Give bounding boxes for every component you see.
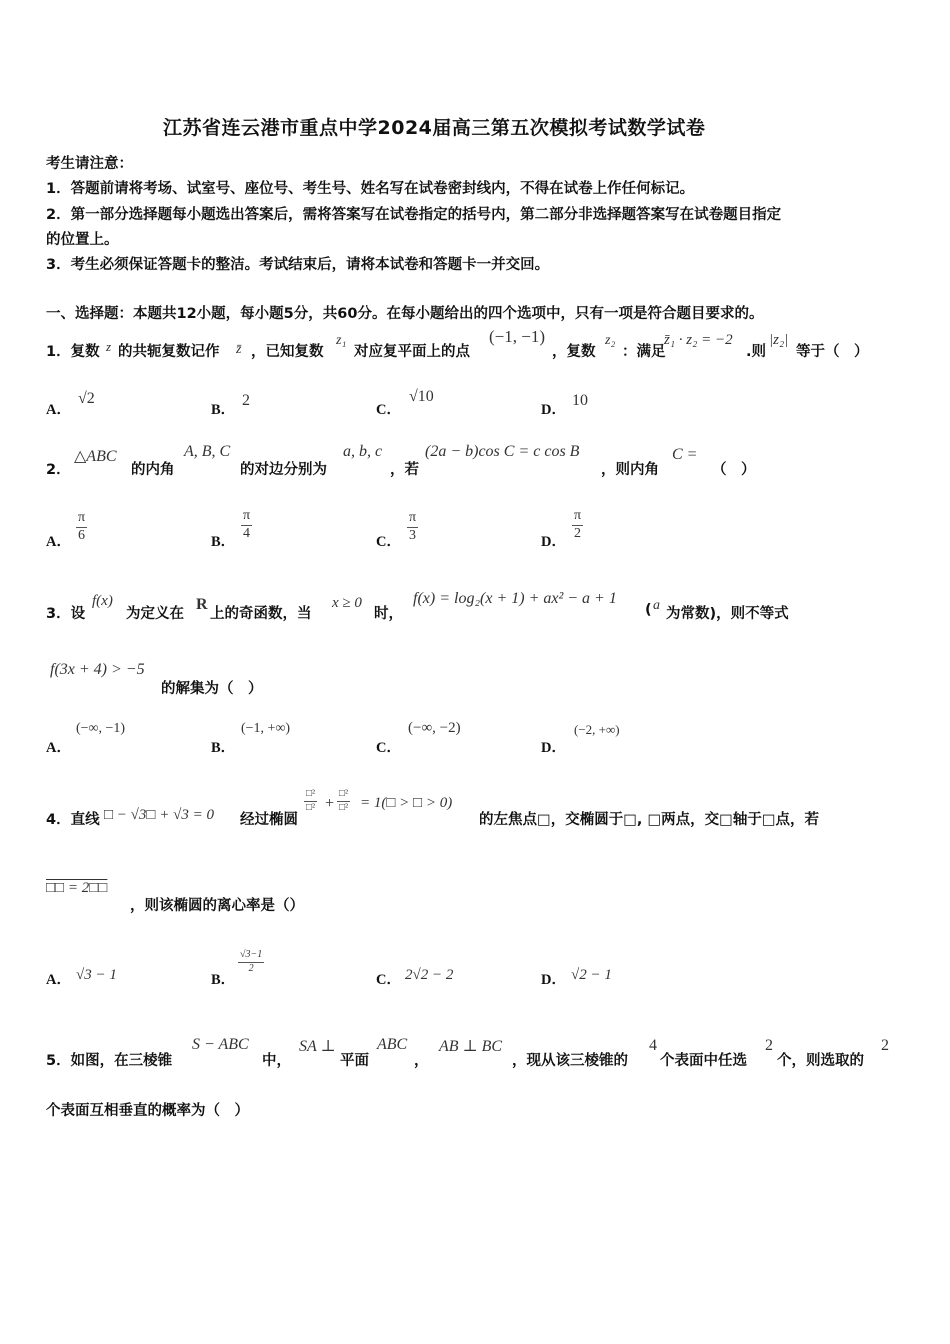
q3-option-c-label: C．	[376, 740, 401, 756]
q1-math-z1: z₁	[336, 333, 347, 348]
q5-math-2a: 2	[765, 1037, 773, 1054]
q1-text-6: ：满足	[622, 344, 666, 360]
q2-option-b-label: B．	[211, 534, 236, 550]
q2-text-6: （ ）	[712, 462, 756, 478]
q2-text-1: 2．	[46, 462, 71, 478]
q1-text-5: ，复数	[552, 344, 596, 360]
q4-text-2: 经过椭圆	[240, 812, 298, 828]
q1-text-4: 对应复平面上的点	[354, 344, 470, 360]
q4-math-vector: □□ = 2□□	[46, 880, 108, 896]
q4-math-plus: +	[324, 795, 335, 812]
q3-text-2: 为定义在	[126, 606, 184, 622]
q3-math-cond: x ≥ 0	[332, 595, 362, 611]
q1-text-7: .则	[746, 344, 767, 360]
q5-text-5: ，现从该三棱锥的	[512, 1053, 628, 1069]
q5-math-sa: SA ⊥	[299, 1038, 336, 1055]
q1-text-1: 1．复数	[46, 344, 100, 360]
q5-math-4: 4	[649, 1037, 657, 1054]
notice-item-1: 1．答题前请将考场、试室号、座位号、考生号、姓名写在试卷密封线内，不得在试卷上作任何标记。	[46, 181, 695, 197]
q2-option-b-value: $\frac{\pi}{4}$	[243, 508, 251, 541]
q4-text-3: 的左焦点□，交椭圆于□, □两点，交□轴于□点，若	[479, 812, 820, 828]
q3-text-7: 的解集为（ ）	[161, 681, 263, 697]
q3-option-a-value: (−∞, −1)	[76, 721, 126, 736]
q4-text-4: ，则该椭圆的离心率是（）	[130, 898, 304, 914]
q1-option-c-value: √10	[409, 388, 434, 405]
q2-math-angles: A, B, C	[184, 443, 231, 460]
q4-math-ellipse-cond: = 1(□ > □ > 0)	[360, 795, 453, 811]
q1-text-8: 等于（ ）	[796, 344, 869, 360]
q5-text-4: ，	[414, 1053, 429, 1069]
q1-option-a-label: A．	[46, 402, 71, 418]
q4-option-a-value: √3 − 1	[76, 967, 117, 983]
q4-option-c-label: C．	[376, 972, 401, 988]
q1-option-d-label: D．	[541, 402, 566, 418]
q1-math-zbar: z̄	[236, 342, 242, 357]
q3-text-3: 上的奇函数，当	[210, 606, 312, 622]
q2-option-c-value: $\frac{\pi}{3}$	[409, 510, 417, 543]
q5-math-perp: AB ⊥ BC	[439, 1038, 503, 1055]
section-heading: 一、选择题：本题共12小题，每小题5分，共60分。在每小题给出的四个选项中，只有一项是符合题目要求的。	[46, 306, 764, 322]
q2-math-equation: (2a − b)cos C = c cos B	[425, 443, 580, 460]
q1-math-eq: z̄₁ · z₂ = −2	[664, 332, 733, 348]
q2-text-5: ，则内角	[601, 462, 659, 478]
q3-text-1: 3．设	[46, 606, 86, 622]
q1-text-2: 的共轭复数记作	[118, 344, 220, 360]
q4-math-ellipse-x: □² □²	[306, 788, 316, 813]
q5-text-line2: 个表面互相垂直的概率为（ ）	[46, 1103, 249, 1119]
q2-option-d-value: $\frac{\pi}{2}$	[574, 508, 582, 541]
q1-option-d-value: 10	[572, 392, 588, 409]
q4-option-b-value: $\frac{√3-1}{2}$	[240, 949, 263, 974]
q3-math-def: f(x) = log₂(x + 1) + ax² − a + 1	[413, 590, 617, 607]
q3-text-6: 为常数)，则不等式	[666, 606, 789, 622]
q3-math-r: R	[196, 596, 208, 613]
q2-option-a-label: A．	[46, 534, 71, 550]
q1-option-c-label: C．	[376, 402, 401, 418]
q3-option-b-label: B．	[211, 740, 236, 756]
q2-option-c-label: C．	[376, 534, 401, 550]
q4-option-b-label: B．	[211, 972, 236, 988]
q4-option-d-label: D．	[541, 972, 566, 988]
q2-option-a-value: $\frac{\pi}{6}$	[78, 510, 86, 543]
q1-math-abs: |z₂|	[769, 332, 789, 348]
q1-option-b-value: 2	[242, 392, 250, 409]
q3-option-a-label: A．	[46, 740, 71, 756]
q3-option-d-label: D．	[541, 740, 566, 756]
q1-math-z: z	[106, 339, 112, 354]
q3-option-d-value: (−2, +∞)	[574, 722, 620, 737]
q1-option-a-value: √2	[78, 390, 95, 407]
q5-text-6: 个表面中任选	[660, 1053, 747, 1069]
q2-math-c: C =	[672, 446, 698, 463]
q2-text-4: ，若	[390, 462, 419, 478]
notice-item-2-cont: 的位置上。	[46, 232, 119, 248]
q3-text-5: (	[645, 602, 652, 618]
q5-text-7: 个，则选取的	[777, 1053, 864, 1069]
q1-math-z2: z₂	[605, 333, 616, 348]
q5-math-pyramid: S − ABC	[192, 1036, 249, 1053]
q3-option-b-value: (−1, +∞)	[241, 721, 291, 736]
q3-math-ineq: f(3x + 4) > −5	[50, 661, 145, 678]
page-title: 江苏省连云港市重点中学2024届高三第五次模拟考试数学试卷	[163, 117, 706, 139]
q5-math-abc: ABC	[377, 1036, 408, 1053]
notice-item-2: 2．第一部分选择题每小题选出答案后，需将答案写在试卷指定的括号内，第二部分非选择题答案写在试卷题目指定	[46, 207, 782, 223]
q2-text-2: 的内角	[131, 462, 175, 478]
q3-math-fx: f(x)	[92, 593, 113, 609]
q3-option-c-value: (−∞, −2)	[408, 720, 461, 736]
notice-item-3: 3．考生必须保证答题卡的整洁。考试结束后，请将本试卷和答题卡一并交回。	[46, 257, 550, 273]
notice-heading: 考生请注意：	[46, 156, 133, 172]
q4-option-a-label: A．	[46, 972, 71, 988]
q4-option-c-value: 2√2 − 2	[405, 967, 454, 983]
q5-math-2b: 2	[881, 1037, 889, 1054]
q5-text-3: 平面	[340, 1053, 369, 1069]
q4-text-1: 4．直线	[46, 812, 100, 828]
q2-math-triangle: △ABC	[74, 448, 117, 465]
q1-text-3: ，已知复数	[251, 344, 324, 360]
q3-text-4: 时，	[374, 606, 403, 622]
q2-text-3: 的对边分别为	[240, 462, 327, 478]
q2-option-d-label: D．	[541, 534, 566, 550]
q4-option-d-value: √2 − 1	[571, 967, 612, 983]
q4-math-line: □ − √3□ + √3 = 0	[104, 807, 214, 823]
q4-math-ellipse-y: □² □²	[339, 788, 349, 813]
q5-text-2: 中，	[262, 1053, 291, 1069]
q2-math-sides: a, b, c	[343, 443, 383, 460]
q1-math-point: (−1, −1)	[489, 327, 545, 346]
q3-math-a: a	[653, 598, 660, 613]
q5-text-1: 5．如图，在三棱锥	[46, 1053, 173, 1069]
q1-option-b-label: B．	[211, 402, 236, 418]
